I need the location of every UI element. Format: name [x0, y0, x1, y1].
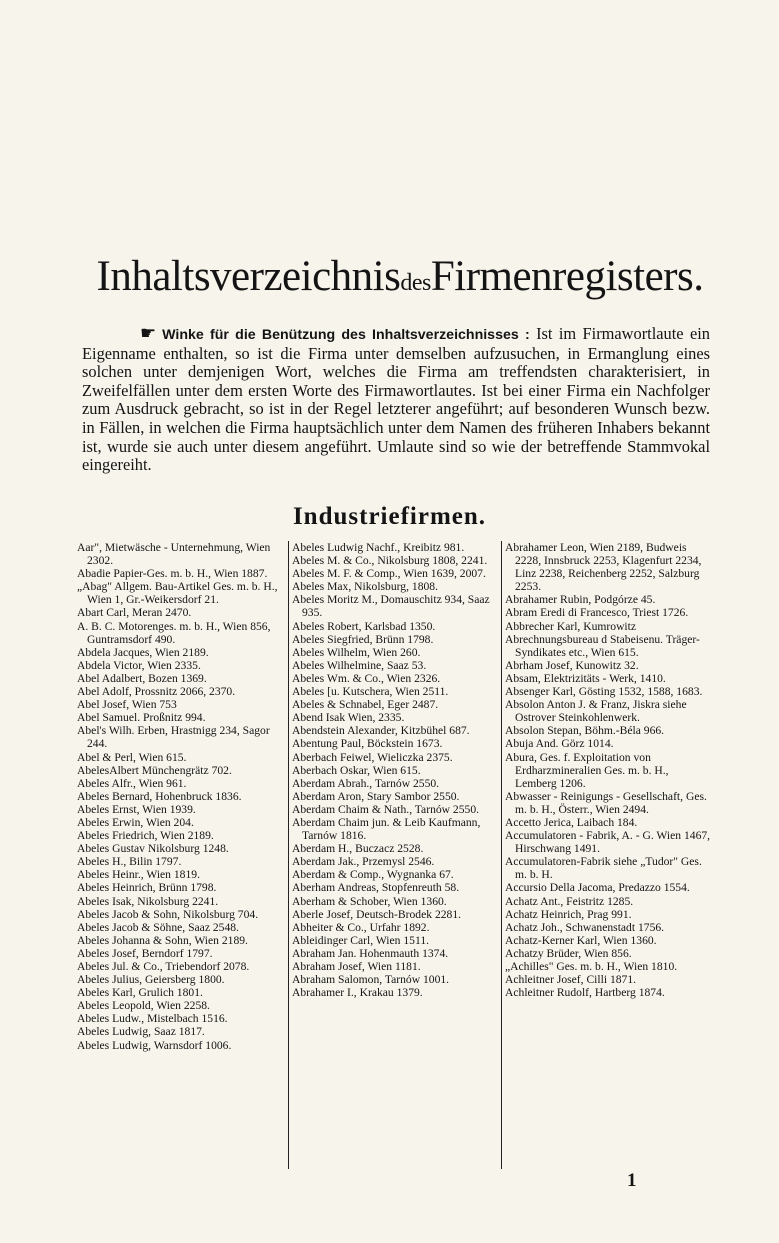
register-entry: Aberdam Chaim jun. & Leib Kaufmann, Tarnów 1816.	[292, 815, 481, 843]
intro-lead: Winke für die Benützung des Inhaltsverzeichnisses :	[162, 327, 530, 343]
register-columns	[74, 541, 716, 1169]
register-entry: Abeles Ludwig, Warnsdorf 1006.	[77, 1038, 232, 1052]
register-entry: Accumulatoren-Fabrik siehe „Tudor" Ges. m. b. H.	[505, 855, 702, 882]
register-entry: Achatz-Kerner Karl, Wien 1360.	[505, 933, 657, 947]
register-entry: Aberdam Chaim & Nath., Tarnów 2550.	[292, 802, 480, 816]
register-entry: Abeles Robert, Karlsbad 1350.	[292, 619, 436, 633]
register-entry: Abeles Heinrich, Brünn 1798.	[77, 881, 217, 895]
register-entry: Abeles H., Bilin 1797.	[77, 855, 182, 869]
register-entry: Abeles Siegfried, Brünn 1798.	[292, 632, 434, 646]
register-entry: Accumulatoren - Fabrik, A. - G. Wien 1467, Hirschwang 1491.	[505, 829, 711, 856]
register-entry: Abrahamer Rubin, Podgórze 45.	[505, 593, 656, 607]
register-entry: Abentung Paul, Böckstein 1673.	[292, 737, 443, 751]
register-entry: Abura, Ges. f. Exploitation von Erdharzmineralien Ges. m. b. H., Lemberg 1206.	[505, 750, 669, 790]
register-entry: Abeles Josef, Berndorf 1797.	[77, 946, 213, 960]
register-entry: Abeles Alfr., Wien 961.	[77, 776, 187, 790]
register-entry: Abel & Perl, Wien 615.	[77, 750, 187, 764]
page-number: 1	[627, 1170, 637, 1191]
register-entry: Abdela Victor, Wien 2335.	[77, 658, 201, 672]
register-entry: Abeles Max, Nikolsburg, 1808.	[292, 580, 438, 594]
register-entry: Abel Samuel. Proßnitz 994.	[77, 711, 206, 725]
register-entry: Abraham Josef, Wien 1181.	[292, 960, 421, 973]
register-column-3	[502, 541, 716, 1169]
register-entry: Abram Eredi di Francesco, Triest 1726.	[505, 606, 689, 620]
register-entry: Abeles & Schnabel, Eger 2487.	[292, 698, 439, 712]
register-entry: Abeles Heinr., Wien 1819.	[77, 868, 200, 882]
register-entry: Aberham Andreas, Stopfenreuth 58.	[292, 881, 460, 895]
register-entry: Abeles Karl, Grulich 1801.	[77, 986, 203, 1000]
register-entry: Absolon Anton J. & Franz, Jiskra siehe Ostrover Steinkohlenwerk.	[505, 698, 687, 725]
register-entry: Abend Isak Wien, 2335.	[292, 711, 405, 725]
register-entry: Abeles Moritz M., Domauschitz 934, Saaz 935.	[292, 593, 490, 620]
register-entry: Aberdam Abrah., Tarnów 2550.	[292, 776, 440, 790]
register-entry: Abeles Wilhelmine, Saaz 53.	[292, 658, 427, 672]
pointing-hand-icon: ☛	[140, 323, 157, 343]
register-entry: Abeles Ludw., Mistelbach 1516.	[77, 1012, 228, 1026]
register-entry: Aberbach Oskar, Wien 615.	[292, 763, 421, 777]
intro-text: Ist im Firmawortlaute ein Eigenname enthalten, so ist die Firma unter demselben aufzusuchen, in Ermanglung eines solchen unter demjenigen Wort, welches die Firma am treffendsten charakterisiert, in Zweifelfällen unter dem ersten Worte des Firmawortlautes. Ist bei einer Firma ein Nachfolger zum Ausdruck gebracht, so ist in der Regel letzterer angeführt; auf besonderen Wunsch bezw. in Fällen, in welchen die Firma hauptsächlich unter dem Namen des früheren Inhabers bekannt ist, wurde sie auch unter diesem angeführt. Umlaute sind so wie der betreffende Stammvokal eingereiht.	[82, 324, 710, 475]
register-entry: Abeles Julius, Geiersberg 1800.	[77, 973, 225, 987]
register-entry: Abrham Josef, Kunowitz 32.	[505, 658, 639, 672]
register-entry: Abel Adalbert, Bozen 1369.	[77, 671, 207, 685]
register-entry: Achatz Ant., Feistritz 1285.	[505, 894, 634, 908]
register-entry: Abeles Wilhelm, Wien 260.	[292, 645, 421, 659]
register-entry: Abeles Ludwig Nachf., Kreibitz 981.	[292, 541, 465, 554]
register-entry: Abrechnungsbureau d Stabeisenu. Träger-Syndikates etc., Wien 615.	[505, 632, 700, 659]
register-entry: Abuja And. Görz 1014.	[505, 737, 614, 751]
register-entry: Aberham & Schober, Wien 1360.	[292, 894, 447, 908]
register-entry: „Achilles" Ges. m. b. H., Wien 1810.	[505, 960, 678, 973]
register-entry: Accursio Della Jacoma, Predazzo 1554.	[505, 881, 690, 895]
register-entry: Abeles M. F. & Comp., Wien 1639, 2007.	[292, 567, 486, 581]
register-entry: Abeles Ludwig, Saaz 1817.	[77, 1025, 205, 1039]
register-entry: Absolon Stepan, Böhm.-Béla 966.	[505, 724, 665, 738]
register-entry: Abel Josef, Wien 753	[77, 698, 177, 712]
title-part-3: Firmenregisters.	[430, 253, 704, 300]
register-entry: Abeles Jul. & Co., Triebendorf 2078.	[77, 960, 250, 973]
register-column-1	[74, 541, 288, 1169]
register-entry: Abeles Erwin, Wien 204.	[77, 815, 194, 829]
register-entry: Abeles M. & Co., Nikolsburg 1808, 2241.	[292, 554, 488, 568]
register-entry: Aberdam Jak., Przemysl 2546.	[292, 855, 435, 869]
register-entry: Aberle Josef, Deutsch-Brodek 2281.	[292, 907, 462, 921]
register-entry: Abeles Wm. & Co., Wien 2326.	[292, 671, 441, 685]
register-entry: Aberdam & Comp., Wygnanka 67.	[292, 868, 454, 882]
register-entry: AbelesAlbert Münchengrätz 702.	[77, 763, 232, 777]
register-entry: Aar", Mietwäsche - Unternehmung, Wien 2302.	[77, 541, 271, 568]
register-entry: Abdela Jacques, Wien 2189.	[77, 645, 209, 659]
register-entry: Aberdam H., Buczacz 2528.	[292, 842, 424, 856]
register-entry: Abart Carl, Meran 2470.	[77, 606, 192, 620]
register-entry: Achatz Joh., Schwanenstadt 1756.	[505, 920, 665, 934]
register-entry: Abeles Isak, Nikolsburg 2241.	[77, 894, 219, 908]
register-entry: Abrahamer Leon, Wien 2189, Budweis 2228, Innsbruck 2253, Klagenfurt 2234, Linz 2238, Reichenberg 2252, Salzburg 2253.	[505, 541, 702, 594]
register-entry: Abeles Jacob & Sohn, Nikolsburg 704.	[77, 907, 259, 921]
register-entry: Abeles Johanna & Sohn, Wien 2189.	[77, 933, 248, 947]
register-entry: Abel's Wilh. Erben, Hrastnigg 234, Sagor 244.	[77, 724, 270, 751]
register-entry: Abeles Friedrich, Wien 2189.	[77, 829, 214, 843]
register-entry: Abwasser - Reinigungs - Gesellschaft, Ges. m. b. H., Österr., Wien 2494.	[505, 789, 707, 816]
register-entry: Abeles [u. Kutschera, Wien 2511.	[292, 685, 449, 699]
intro-paragraph	[82, 324, 710, 475]
register-entry: A. B. C. Motorenges. m. b. H., Wien 856, Guntramsdorf 490.	[77, 619, 271, 646]
register-column-2	[288, 541, 502, 1169]
register-entry: Achatz Heinrich, Prag 991.	[505, 907, 632, 921]
register-entry: Achleitner Josef, Cilli 1871.	[505, 973, 637, 987]
register-entry: Abeles Jacob & Söhne, Saaz 2548.	[77, 920, 239, 934]
register-entry: Abendstein Alexander, Kitzbühel 687.	[292, 724, 470, 738]
title-part-2: des	[400, 270, 431, 296]
register-entry: Abbrecher Karl, Kumrowitz	[505, 619, 637, 633]
register-entry: Abraham Salomon, Tarnów 1001.	[292, 973, 450, 987]
register-entry: Achatzy Brüder, Wien 856.	[505, 946, 632, 960]
page-title	[60, 252, 740, 301]
register-entry: „Abag" Allgem. Bau-Artikel Ges. m. b. H., Wien 1, Gr.-Weikersdorf 21.	[77, 580, 278, 607]
register-entry: Absenger Karl, Gösting 1532, 1588, 1683.	[505, 685, 703, 699]
register-entry: Accetto Jerica, Laibach 184.	[505, 815, 638, 829]
register-entry: Ableidinger Carl, Wien 1511.	[292, 933, 430, 947]
register-entry: Abheiter & Co., Urfahr 1892.	[292, 920, 430, 934]
register-entry: Abrahamer I., Krakau 1379.	[292, 986, 423, 1000]
section-title: Industriefirmen.	[292, 503, 487, 530]
register-entry: Abel Adolf, Prossnitz 2066, 2370.	[77, 685, 236, 699]
register-entry: Abraham Jan. Hohenmauth 1374.	[292, 946, 449, 960]
register-entry: Abeles Gustav Nikolsburg 1248.	[77, 842, 229, 856]
register-entry: Abeles Leopold, Wien 2258.	[77, 999, 210, 1013]
register-entry: Achleitner Rudolf, Hartberg 1874.	[505, 986, 665, 1000]
register-entry: Abeles Bernard, Hohenbruck 1836.	[77, 789, 242, 803]
register-entry: Abadie Papier-Ges. m. b. H., Wien 1887.	[77, 567, 268, 581]
title-part-1: Inhaltsverzeichnis	[96, 253, 401, 300]
register-entry: Abeles Ernst, Wien 1939.	[77, 802, 196, 816]
register-entry: Aberbach Feiwel, Wieliczka 2375.	[292, 750, 453, 764]
register-entry: Absam, Elektrizitäts - Werk, 1410.	[505, 671, 666, 685]
register-entry: Aberdam Aron, Stary Sambor 2550.	[292, 789, 460, 803]
